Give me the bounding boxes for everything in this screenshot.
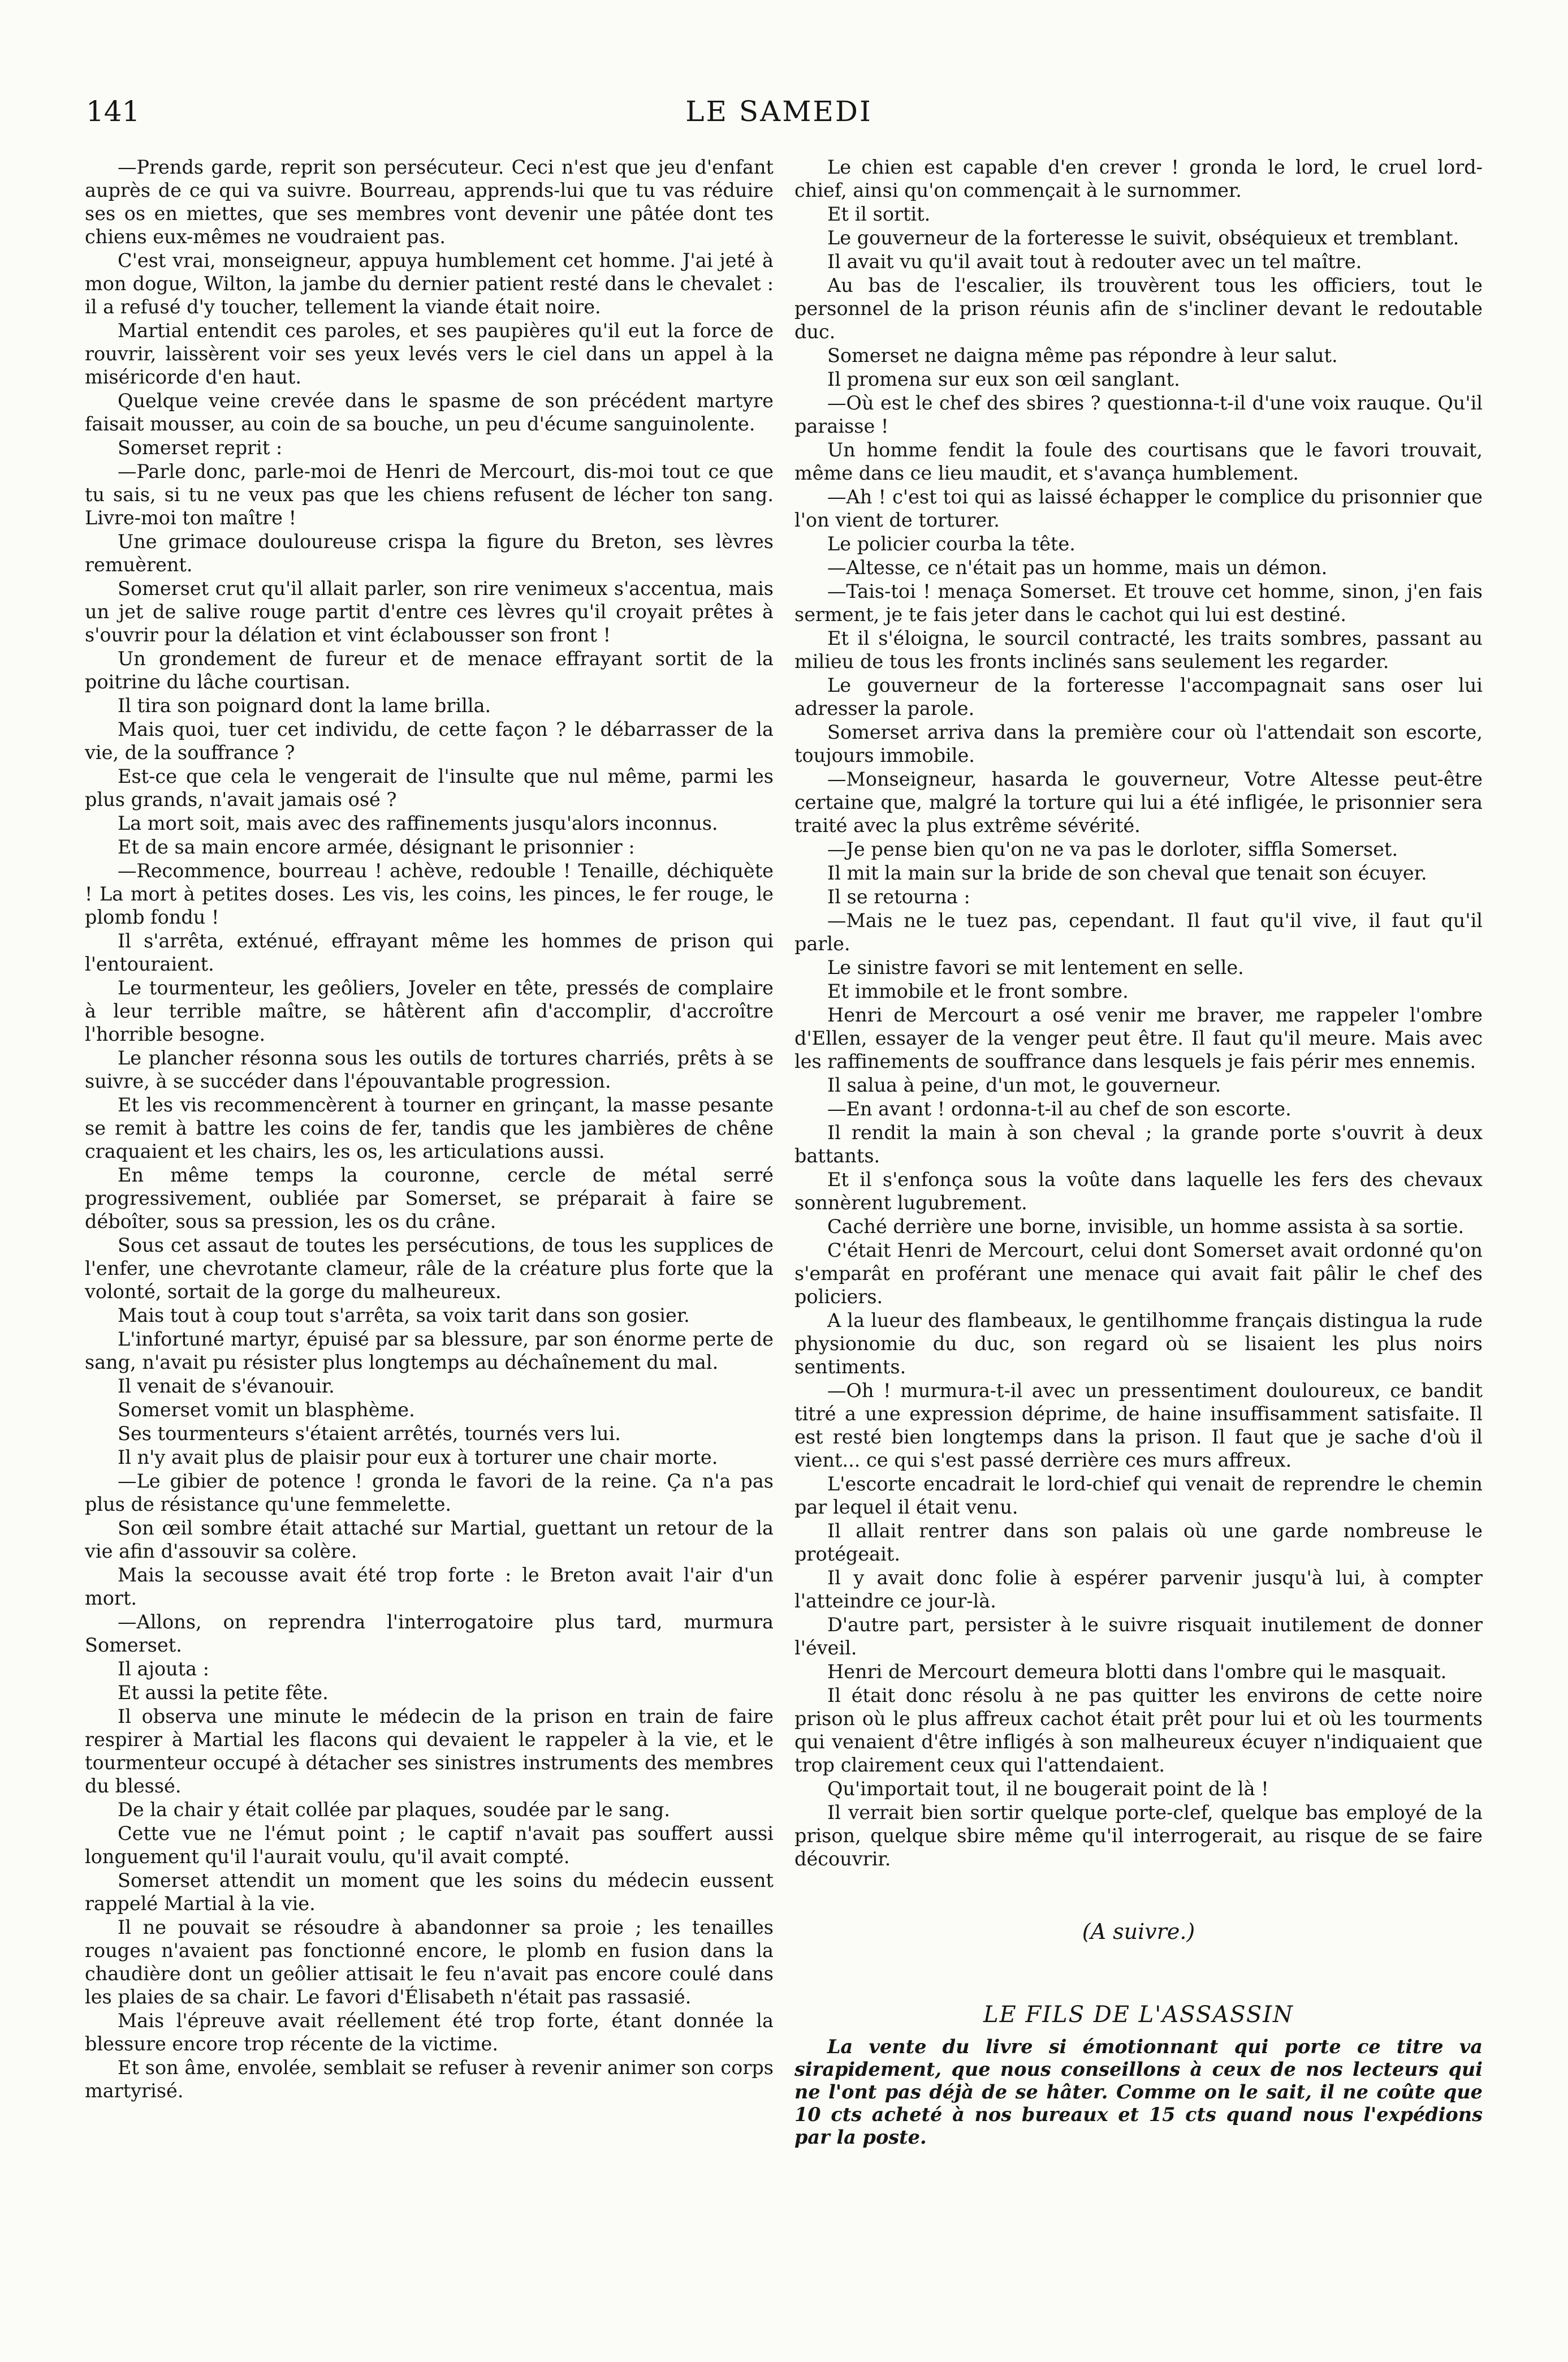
paragraph: —Mais ne le tuez pas, cependant. Il faut qu'il vive, il faut qu'il parle. [794, 910, 1483, 955]
paragraph: Il promena sur eux son œil sanglant. [827, 368, 1180, 390]
paragraph: —Altesse, ce n'était pas un homme, mais un démon. [827, 557, 1328, 579]
paragraph: Il observa une minute le médecin de la prison en train de faire respirer à Martial les flacons qui devaient le rappeler à la vie, et le tourmenteur occupé à détacher ses sinistres instruments des membres du blessé. [85, 1705, 774, 1797]
paragraph: D'autre part, persister à le suivre risquait inutilement de donner l'éveil. [794, 1614, 1483, 1659]
notice-text: La vente du livre si émotionnant qui porte ce titre va sirapidement, que nous conseillons à ceux de nos lecteurs qui ne l'ont pas déjà de se hâter. Comme on le sait, il ne coûte que 10 cts acheté à nos bureaux et 15 cts quand nous l'expédions par la poste. [794, 2036, 1483, 2148]
paragraph: Une grimace douloureuse crispa la figure du Breton, ses lèvres remuèrent. [85, 531, 774, 576]
paragraph: —Où est le chef des sbires ? questionna-t-il d'une voix rauque. Qu'il paraisse ! [794, 392, 1483, 437]
paragraph: Il ajouta : [118, 1658, 210, 1680]
paragraph: Il se retourna : [827, 886, 970, 908]
paragraph: Et aussi la petite fête. [118, 1682, 329, 1704]
paragraph: —Monseigneur, hasarda le gouverneur, Votre Altesse peut-être certaine que, malgré la torture qui lui a été infligée, le prisonnier sera traité avec la plus extrême sévérité. [794, 768, 1483, 837]
paragraph: Somerset reprit : [118, 437, 283, 459]
paragraph: —Tais-toi ! menaça Somerset. Et trouve cet homme, sinon, j'en fais serment, je te fais jeter dans le cachot qui lui est destiné. [794, 580, 1483, 626]
paragraph: Il verrait bien sortir quelque porte-clef, quelque bas employé de la prison, quelque sbire même qu'il interrogerait, au risque de se faire découvrir. [794, 1801, 1483, 1870]
paragraph: Et il s'enfonça sous la voûte dans laquelle les fers des chevaux sonnèrent lugubrement. [794, 1169, 1483, 1214]
paragraph: —Parle donc, parle-moi de Henri de Mercourt, dis-moi tout ce que tu sais, si tu ne veux pas que les chiens refusent de lécher ton sang. Livre-moi ton maître ! [85, 460, 774, 529]
paragraph: Cette vue ne l'émut point ; le captif n'avait pas souffert aussi longuement qu'il l'aurait voulu, qu'il avait compté. [85, 1822, 774, 1868]
paragraph: Mais la secousse avait été trop forte : le Breton avait l'air d'un mort. [85, 1564, 774, 1609]
paragraph: A la lueur des flambeaux, le gentilhomme français distingua la rude physionomie du duc, son regard où se lisaient les plus noirs sentiments. [794, 1309, 1483, 1378]
page-number: 141 [86, 95, 140, 128]
right-column [794, 156, 1483, 2149]
paragraph: Somerset crut qu'il allait parler, son rire venimeux s'accentua, mais un jet de salive rouge partit d'entre ces lèvres qu'il croyait prêtes à s'ouvrir pour la délation et vint éclabousser son front ! [85, 577, 774, 646]
notice-title: LE FILS DE L'ASSASSIN [983, 2002, 1294, 2028]
paragraph: L'escorte encadrait le lord-chief qui venait de reprendre le chemin par lequel il était venu. [794, 1473, 1483, 1518]
paragraph: La mort soit, mais avec des raffinements jusqu'alors inconnus. [118, 812, 718, 834]
paragraph: De la chair y était collée par plaques, soudée par le sang. [118, 1799, 670, 1821]
paragraph: Quelque veine crevée dans le spasme de son précédent martyre faisait mousser, au coin de sa bouche, un peu d'écume sanguinolente. [85, 390, 774, 435]
paragraph: Le plancher résonna sous les outils de tortures charriés, prêts à se suivre, à se succéder dans l'épouvantable progression. [85, 1047, 774, 1092]
paragraph: Martial entendit ces paroles, et ses paupières qu'il eut la force de rouvrir, laissèrent voir ses yeux levés vers le ciel dans un appel à la miséricorde d'en haut. [85, 320, 774, 388]
paragraph: Et il sortit. [827, 203, 931, 225]
paragraph: Le policier courba la tête. [827, 533, 1075, 555]
paragraph: —Le gibier de potence ! gronda le favori de la reine. Ça n'a pas plus de résistance qu'une femmelette. [85, 1470, 774, 1515]
paragraph: Somerset arriva dans la première cour où l'attendait son escorte, toujours immobile. [794, 721, 1483, 766]
paragraph: Et immobile et le front sombre. [827, 980, 1129, 1002]
paragraph: Caché derrière une borne, invisible, un homme assista à sa sortie. [827, 1216, 1465, 1238]
paragraph: Mais l'épreuve avait réellement été trop forte, étant donnée la blessure encore trop récente de la victime. [85, 2010, 774, 2055]
paragraph: C'était Henri de Mercourt, celui dont Somerset avait ordonné qu'on s'emparât en proférant une menace qui avait fait pâlir le chef des policiers. [794, 1239, 1483, 1308]
paragraph: Le sinistre favori se mit lentement en selle. [827, 956, 1244, 979]
paragraph: —Allons, on reprendra l'interrogatoire plus tard, murmura Somerset. [85, 1611, 774, 1656]
paragraph: —En avant ! ordonna-t-il au chef de son escorte. [827, 1098, 1291, 1120]
journal-title: LE SAMEDI [685, 95, 872, 128]
paragraph: Ses tourmenteurs s'étaient arrêtés, tournés vers lui. [118, 1423, 621, 1445]
paragraph: Il rendit la main à son cheval ; la grande porte s'ouvrit à deux battants. [794, 1122, 1483, 1167]
paragraph: Un grondement de fureur et de menace effrayant sortit de la poitrine du lâche courtisan. [85, 648, 774, 693]
paragraph: Il tira son poignard dont la lame brilla. [118, 695, 491, 717]
paragraph: —Ah ! c'est toi qui as laissé échapper le complice du prisonnier que l'on vient de torturer. [794, 486, 1483, 531]
paragraph: Et son âme, envolée, semblait se refuser à revenir animer son corps martyrisé. [85, 2057, 774, 2102]
paragraph: Est-ce que cela le vengerait de l'insulte que nul même, parmi les plus grands, n'avait jamais osé ? [85, 765, 774, 811]
paragraph: Somerset ne daigna même pas répondre à leur salut. [827, 344, 1338, 367]
paragraph: —Prends garde, reprit son persécuteur. Ceci n'est que jeu d'enfant auprès de ce qui va suivre. Bourreau, apprends-lui que tu vas réduire ses os en miettes, que ses membres vont devenir une pâtée dont tes chiens eux-mêmes ne voudraient pas. [85, 156, 774, 248]
paragraph: Il s'arrêta, exténué, effrayant même les hommes de prison qui l'entouraient. [85, 930, 774, 975]
left-column [85, 156, 774, 2102]
paragraph: En même temps la couronne, cercle de métal serré progressivement, oubliée par Somerset, se préparait à faire se déboîter, sous sa pression, les os du crâne. [85, 1164, 774, 1232]
paragraph: Au bas de l'escalier, ils trouvèrent tous les officiers, tout le personnel de la prison réunis afin de s'incliner devant le redoutable duc. [794, 274, 1483, 343]
paragraph: Il y avait donc folie à espérer parvenir jusqu'à lui, à compter l'atteindre ce jour-là. [794, 1567, 1483, 1612]
to-be-continued: (A suivre.) [1082, 1919, 1195, 1944]
paragraph: Il avait vu qu'il avait tout à redouter avec un tel maître. [827, 251, 1362, 273]
paragraph: Et de sa main encore armée, désignant le prisonnier : [118, 836, 635, 858]
paragraph: Il venait de s'évanouir. [118, 1375, 335, 1397]
paragraph: —Oh ! murmura-t-il avec un pressentiment douloureux, ce bandit titré a une expression déprime, de haine insuffisamment satisfaite. Il est resté bien longtemps dans la prison. Il faut que je sache d'où il vient... ce qui s'est passé derrière ces murs affreux. [794, 1380, 1483, 1471]
paragraph: Un homme fendit la foule des courtisans que le favori trouvait, même dans ce lieu maudit, et s'avança humblement. [794, 439, 1483, 484]
paragraph: Le chien est capable d'en crever ! gronda le lord, le cruel lord-chief, ainsi qu'on commençait à le surnommer. [794, 156, 1483, 201]
paragraph: Somerset vomit un blasphème. [118, 1399, 415, 1421]
paragraph: Qu'importait tout, il ne bougerait point de là ! [827, 1778, 1269, 1800]
paragraph: Henri de Mercourt a osé venir me braver, me rappeler l'ombre d'Ellen, essayer de la venger peut être. Il faut qu'il meure. Mais avec les raffinements de souffrance dans lesquels je fais périr mes ennemis. [794, 1004, 1483, 1072]
paragraph: Et les vis recommencèrent à tourner en grinçant, la masse pesante se remit à battre les coins de fer, tandis que les jambières de chêne craquaient et les chairs, les os, les articulations aussi. [85, 1094, 774, 1162]
paragraph: Mais tout à coup tout s'arrêta, sa voix tarit dans son gosier. [118, 1304, 690, 1326]
paragraph: C'est vrai, monseigneur, appuya humblement cet homme. J'ai jeté à mon dogue, Wilton, la jambe du dernier patient resté dans le chevalet : il a refusé d'y toucher, tellement la viande était noire. [85, 249, 774, 318]
paragraph: Il ne pouvait se résoudre à abandonner sa proie ; les tenailles rouges n'avaient pas fonctionné encore, le plomb en fusion dans la chaudière dont un geôlier attisait le feu n'avait pas encore coulé dans les plaies de sa chair. Le favori d'Élisabeth n'était pas rassasié. [85, 1916, 774, 2008]
paragraph: Son œil sombre était attaché sur Martial, guettant un retour de la vie afin d'assouvir sa colère. [85, 1517, 774, 1562]
paragraph: Le gouverneur de la forteresse l'accompagnait sans oser lui adresser la parole. [794, 674, 1483, 719]
paragraph: Il était donc résolu à ne pas quitter les environs de cette noire prison où le plus affreux cachot était prêt pour lui et où les tourments qui venaient d'être infligés à son malheureux écuyer n'indiquaient que trop clairement ceux qui l'attendaient. [794, 1684, 1483, 1776]
paragraph: Henri de Mercourt demeura blotti dans l'ombre qui le masquait. [827, 1661, 1447, 1683]
paragraph: Il allait rentrer dans son palais où une garde nombreuse le protégeait. [794, 1520, 1483, 1565]
paragraph: —Recommence, bourreau ! achève, redouble ! Tenaille, déchiquète ! La mort à petites doses. Les vis, les coins, les pinces, le fer rouge, le plomb fondu ! [85, 860, 774, 928]
paragraph: L'infortuné martyr, épuisé par sa blessure, par son énorme perte de sang, n'avait pu résister plus longtemps au déchaînement du mal. [85, 1328, 774, 1373]
paragraph: Somerset attendit un moment que les soins du médecin eussent rappelé Martial à la vie. [85, 1869, 774, 1915]
paragraph: Mais quoi, tuer cet individu, de cette façon ? le débarrasser de la vie, de la souffrance ? [85, 718, 774, 764]
paragraph: Le tourmenteur, les geôliers, Joveler en tête, pressés de complaire à leur terrible maître, se hâtèrent afin d'accomplir, d'accroître l'horrible besogne. [85, 977, 774, 1045]
paragraph: Il salua à peine, d'un mot, le gouverneur. [827, 1074, 1221, 1096]
paragraph: Le gouverneur de la forteresse le suivit, obséquieux et tremblant. [827, 227, 1459, 249]
paragraph: Sous cet assaut de toutes les persécutions, de tous les supplices de l'enfer, une chevrotante clameur, râle de la créature plus forte que la volonté, sortait de la gorge du malheureux. [85, 1234, 774, 1303]
paragraph: —Je pense bien qu'on ne va pas le dorloter, siffla Somerset. [827, 838, 1398, 860]
paragraph: Et il s'éloigna, le sourcil contracté, les traits sombres, passant au milieu de tous les fronts inclinés sans seulement les regarder. [794, 627, 1483, 673]
paragraph: Il n'y avait plus de plaisir pour eux à torturer une chair morte. [118, 1446, 718, 1468]
paragraph: Il mit la main sur la bride de son cheval que tenait son écuyer. [827, 862, 1427, 884]
page-header [86, 95, 1472, 140]
right-column-body [794, 156, 1483, 1870]
